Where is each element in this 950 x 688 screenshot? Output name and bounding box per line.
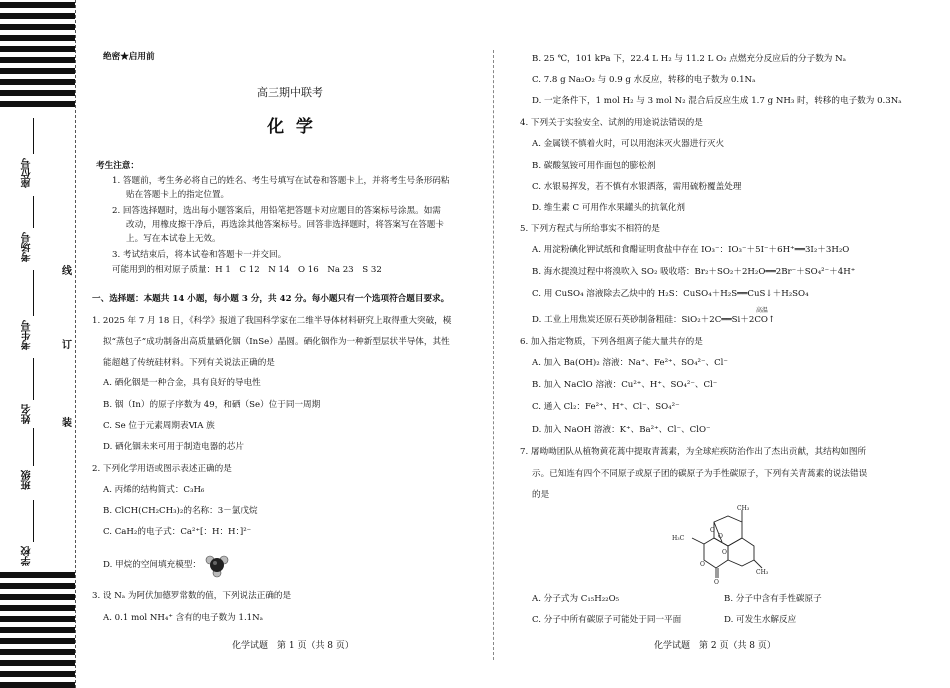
q1-option-c: C. Se 位于元素周期表ⅥA 族 [103,421,215,431]
notice-line-2: 贴在答题卡上的指定位置。 [126,190,230,200]
exam-room-label: 考场号 [22,232,33,262]
exam-no-field-line [33,270,34,316]
q3-stem: 3. 设 Nₐ 为阿伏加德罗常数的值，下列说法正确的是 [92,591,292,601]
artemisinin-structure [670,502,770,584]
q4-option-b: B. 碳酸氢铵可用作面包的膨松剂 [532,161,656,171]
class-label: 班级 [22,470,33,490]
line-char: 线 [62,266,72,277]
q1-line-3: 能超越了传统硅材料。下列有关说法正确的是 [103,358,275,368]
methane-space-filling-model [204,552,230,578]
column-divider [493,50,495,660]
q7-line-1: 7. 屠呦呦团队从植物黄花蒿中提取青蒿素，为全球疟疾防治作出了杰出贡献，其结构如图所 [520,447,867,457]
q4-stem: 4. 下列关于实验安全、试剂的用途说法错误的是 [520,118,703,128]
q7-option-b: B. 分子中含有手性碳原子 [724,594,822,604]
page-footer-1: 化学试题 第 1 页（共 8 页） [232,641,354,651]
name-label: 姓名 [22,404,33,424]
binding-stripe [0,35,75,41]
exam-no-label: 考生号 [22,320,33,350]
binding-line [75,0,77,688]
binding-stripe [0,671,75,677]
binding-stripe [0,2,75,8]
q7-option-d: D. 可发生水解反应 [724,615,797,625]
q7-option-c: C. 分子中所有碳原子可能处于同一平面 [532,615,682,625]
ring-1 [714,516,742,546]
exam-room-field-line [33,196,34,228]
binding-stripe [0,13,75,19]
q7-line-2: 示。已知连有四个不同原子或原子团的碳原子为手性碳原子，下列有关青蒿素的说法错误 [532,469,868,479]
q1-line-2: 拟“蒸包子”成功制备出高质量硒化铟（InSe）晶圆。硒化铟作为一种新型层状半导体，其性 [103,337,450,347]
q3-option-c: C. 7.8 g Na₂O₂ 与 0.9 g 水反应，转移的电子数为 0.1Nₐ [532,75,756,85]
page-footer-2: 化学试题 第 2 页（共 8 页） [654,641,776,651]
label-o2: O [718,533,723,540]
binding-stripe [0,46,75,52]
seat-field-line [33,118,34,154]
notice-line-3: 2. 回答选择题时，选出每小题答案后，用铅笔把答题卡对应题目的答案标号涂黑。如需 [112,206,441,216]
q6-option-d: D. 加入 NaOH 溶液：K⁺、Ba²⁺、Cl⁻、ClO⁻ [532,425,711,435]
binding-stripe [0,79,75,85]
notice-line-6: 3. 考试结束后，将本试卷和答题卡一并交回。 [112,250,287,260]
q2-stem: 2. 下列化学用语或图示表述正确的是 [92,464,232,474]
staple-char: 订 [62,340,72,351]
q3-option-b: B. 25 ℃，101 kPa 下，22.4 L H₂ 与 11.2 L O₂ 点燃充分反应后的分子数为 Nₐ [532,54,846,64]
q2-option-a: A. 丙烯的结构简式：C₃H₆ [103,485,205,495]
label-ch3-right: CH₃ [756,569,769,576]
seat-label: 座位号 [22,158,33,188]
notice-line-1: 1. 答题前，考生务必将自己的姓名、考生号填写在试卷和答题卡上，并将考生号条形码粘 [112,176,450,186]
binding-stripe [0,594,75,600]
school-field-line [33,500,34,542]
binding-stripe [0,90,75,96]
binding-stripe [0,572,75,578]
binding-stripe [0,57,75,63]
label-ch3-top: CH₃ [737,505,750,512]
binding-stripe [0,605,75,611]
q1-line-1: 1. 2025 年 7 月 18 日，《科学》报道了我国科学家在二维半导体材料研究上取得重大突破，模 [92,316,452,326]
label-o4: O [700,561,705,568]
exam-title: 高三期中联考 [257,86,323,99]
ring-2 [728,538,754,566]
binding-stripe [0,649,75,655]
label-h3c: H₃C [672,535,685,542]
notice-line-5: 上。写在本试卷上无效。 [126,234,221,244]
q5-d-condition: 高温 [756,307,769,314]
binding-stripe [0,660,75,666]
q1-option-b: B. 铟（In）的原子序数为 49，和硒（Se）位于同一周期 [103,400,321,410]
name-field-line [33,358,34,400]
q6-option-c: C. 通入 Cl₂：Fe²⁺、H⁺、Cl⁻、SO₄²⁻ [532,402,680,412]
q6-option-b: B. 加入 NaClO 溶液：Cu²⁺、H⁺、SO₄²⁻、Cl⁻ [532,380,718,390]
subject-title: 化 学 [267,117,313,137]
q1-option-d: D. 硒化铟未来可用于制造电器的芯片 [103,442,244,452]
binding-stripe [0,616,75,622]
bond-h3c [692,538,704,544]
binding-stripe [0,24,75,30]
q3-option-d: D. 一定条件下，1 mol H₂ 与 3 mol N₂ 混合后反应生成 1.7 g NH₃ 时，转移的电子数为 0.3Nₐ [532,96,902,106]
q4-option-a: A. 金属镁不慎着火时，可以用泡沫灭火器进行灭火 [532,139,725,149]
notice-line-4: 改动，用橡皮擦干净后，再选涂其他答案标号。回答非选择题时，将答案写在答题卡 [126,220,444,230]
q4-option-d: D. 维生素 C 可用作水果罐头的抗氧化剂 [532,203,685,213]
q5-option-b: B. 海水提溴过程中将溴吹入 SO₂ 吸收塔：Br₂＋SO₂＋2H₂O══2Br⁻＋SO₄²⁻＋4H⁺ [532,267,856,277]
label-o3: O [722,549,727,556]
section-1-heading: 一、选择题：本题共 14 小题，每小题 3 分，共 42 分。每小题只有一个选项符合题目要求。 [92,294,450,304]
q7-option-a: A. 分子式为 C₁₅H₂₂O₅ [532,594,620,604]
school-label: 学校 [22,546,33,566]
q5-option-a: A. 用淀粉碘化钾试纸和食醋证明食盐中存在 IO₃⁻：IO₃⁻＋5I⁻＋6H⁺══3I₂＋3H₂O [532,245,850,255]
q2-option-d: D. 甲烷的空间填充模型： [103,560,201,570]
binding-stripe [0,682,75,688]
q5-option-c: C. 用 CuSO₄ 溶液除去乙炔中的 H₂S：CuSO₄＋H₂S══CuS↓＋H₂SO₄ [532,289,809,299]
binding-stripe [0,68,75,74]
bond-ch3-right [754,560,762,568]
notice-title: 考生注意： [96,161,139,171]
binding-stripe [0,638,75,644]
q2-option-c: C. CaH₂的电子式：Ca²⁺[：H：H：]²⁻ [103,527,252,537]
q6-option-a: A. 加入 Ba(OH)₂ 溶液：Na⁺、Fe²⁺、SO₄²⁻、Cl⁻ [532,358,728,368]
q1-option-a: A. 硒化铟是一种合金，具有良好的导电性 [103,378,261,388]
binding-stripe [0,627,75,633]
secret-mark: 绝密★启用前 [103,52,155,62]
q4-option-c: C. 水银易挥发，若不慎有水银洒落，需用硫粉覆盖处理 [532,182,742,192]
binding-stripe [0,583,75,589]
notice-line-7: 可能用到的相对原子质量：H 1 C 12 N 14 O 16 Na 23 S 32 [112,265,382,275]
label-o5: O [714,579,719,584]
q3-option-a: A. 0.1 mol NH₄⁺ 含有的电子数为 1.1Nₐ [103,613,263,623]
binding-stripe [0,101,75,107]
class-field-line [33,428,34,466]
q2-option-b: B. ClCH(CH₂CH₃)₂的名称：3－氯戊烷 [103,506,258,516]
q5-stem: 5. 下列方程式与所给事实不相符的是 [520,224,660,234]
q5-option-d: D. 工业上用焦炭还原石英砂制备粗硅：SiO₂＋2C══Si＋2CO↑ [532,315,776,325]
label-o1: O [710,527,715,534]
q6-stem: 6. 加入指定物质，下列各组离子能大量共存的是 [520,337,703,347]
q7-line-3: 的是 [532,490,550,500]
bind-char: 装 [62,418,72,429]
